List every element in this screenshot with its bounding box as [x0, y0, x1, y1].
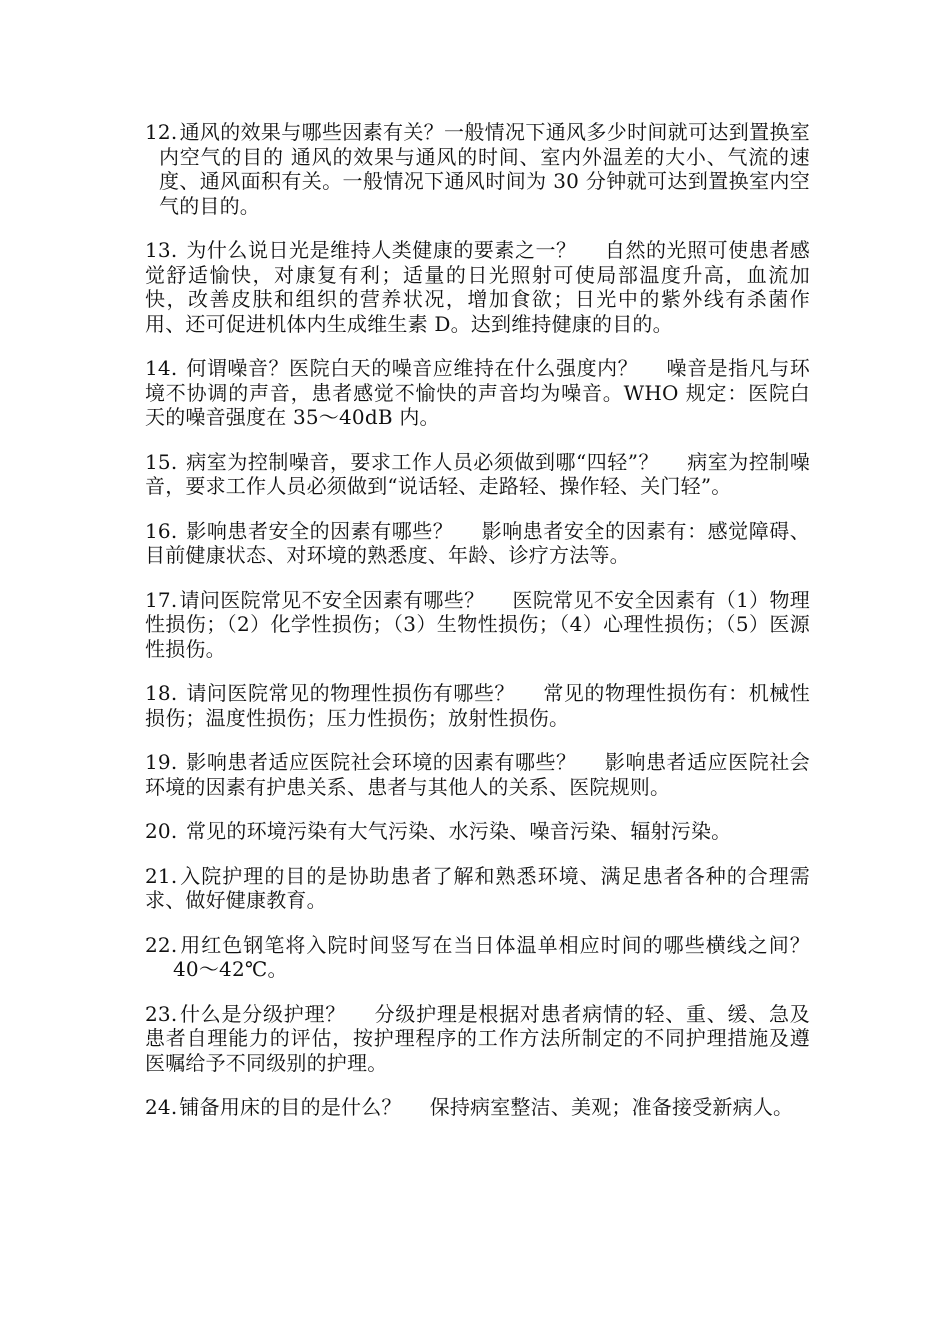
item-answer: 通风的效果与通风的时间、室内外温差的大小、气流的速度、通风面积有关。一般情况下通风时间为 30 分钟就可达到置换室内空气的目的。: [159, 144, 811, 218]
item-question: 入院护理的目的是协助患者了解和熟悉环境、满足患者各种的合理需求、做好健康教育。: [145, 863, 810, 912]
item-answer: 常见的物理性损伤有：机械性损伤；温度性损伤；压力性损伤；放射性损伤。: [145, 681, 811, 730]
item-question: 为什么说日光是维持人类健康的要素之一？: [186, 238, 577, 262]
document-body: [145, 120, 810, 1140]
item-question: 通风的效果与哪些因素有关？一般情况下通风多少时间就可达到置换室内空气的目的: [159, 120, 810, 169]
item-question: 何谓噪音？医院白天的噪音应维持在什么强度内？: [186, 356, 639, 380]
item-question: 请问医院常见的物理性损伤有哪些？: [186, 681, 515, 705]
qa-item-22: [145, 933, 810, 982]
qa-item-21: [145, 864, 810, 913]
item-question: 请问医院常见不安全因素有哪些？: [179, 587, 485, 612]
item-number: 15.: [145, 449, 178, 474]
qa-item-23: [145, 1002, 810, 1076]
item-question: 铺备用床的目的是什么？: [179, 1095, 402, 1119]
item-number: 21.: [145, 863, 178, 888]
qa-item-24: [145, 1095, 810, 1120]
qa-item-15: [145, 450, 810, 499]
item-question: 用红色钢笔将入院时间竖写在当日体温单相应时间的哪些横线之间？: [179, 932, 810, 957]
item-question: 影响患者适应医院社会环境的因素有哪些？: [186, 750, 577, 774]
item-number: 12.: [145, 120, 178, 144]
qa-item-17: [145, 588, 810, 662]
item-number: 23.: [145, 1001, 178, 1026]
item-number: 20.: [145, 819, 178, 843]
item-answer: 影响患者安全的因素有：感觉障碍、目前健康状态、对环境的熟悉度、年龄、诊疗方法等。: [145, 518, 811, 567]
item-answer: 保持病室整洁、美观；准备接受新病人。: [429, 1095, 794, 1119]
item-answer: 自然的光照可使患者感觉舒适愉快，对康复有利；适量的日光照射可使局部温度升高，血流加快，改善皮肤和组织的营养状况，增加食欲；日光中的紫外线有杀菌作用、还可促进机体内生成维生素 D。达到维持健康的目的。: [145, 238, 810, 336]
qa-item-14: [145, 356, 810, 430]
item-question: 常见的环境污染有大气污染、水污染、噪音污染、辐射污染。: [185, 819, 732, 843]
item-question: 什么是分级护理？: [179, 1001, 347, 1026]
qa-item-20: [145, 819, 810, 844]
item-question: 病室为控制噪音，要求工作人员必须做到哪“四轻”？: [186, 449, 659, 474]
item-number: 17.: [145, 587, 178, 612]
qa-item-19: [145, 750, 810, 799]
item-question: 影响患者安全的因素有哪些？: [186, 518, 454, 543]
qa-item-18: [145, 681, 810, 730]
qa-item-12: [145, 120, 810, 218]
item-answer: 病室为控制噪音，要求工作人员必须做到“说话轻、走路轻、操作轻、关门轻”。: [145, 449, 811, 498]
item-answer: 40～42℃。: [173, 957, 288, 981]
item-answer: 医院常见不安全因素有（1）物理性损伤；（2）化学性损伤；（3）生物性损伤；（4）心理性损伤；（5）医源性损伤。: [145, 587, 810, 661]
qa-item-13: [145, 238, 810, 336]
item-number: 14.: [145, 356, 178, 380]
item-answer: 噪音是指凡与环境不协调的声音，患者感觉不愉快的声音均为噪音。WHO 规定：医院白天的噪音强度在 35～40dB 内。: [145, 356, 810, 429]
item-number: 18.: [145, 681, 178, 705]
item-number: 19.: [145, 750, 178, 774]
qa-item-16: [145, 519, 810, 568]
item-number: 24.: [145, 1095, 178, 1119]
item-answer: 分级护理是根据对患者病情的轻、重、缓、急及患者自理能力的评估，按护理程序的工作方法所制定的不同护理措施及遵医嘱给予不同级别的护理。: [145, 1001, 810, 1075]
item-number: 13.: [145, 238, 178, 262]
item-number: 16.: [145, 518, 178, 543]
item-answer: 影响患者适应医院社会环境的因素有护患关系、患者与其他人的关系、医院规则。: [145, 750, 810, 799]
item-number: 22.: [145, 932, 178, 957]
